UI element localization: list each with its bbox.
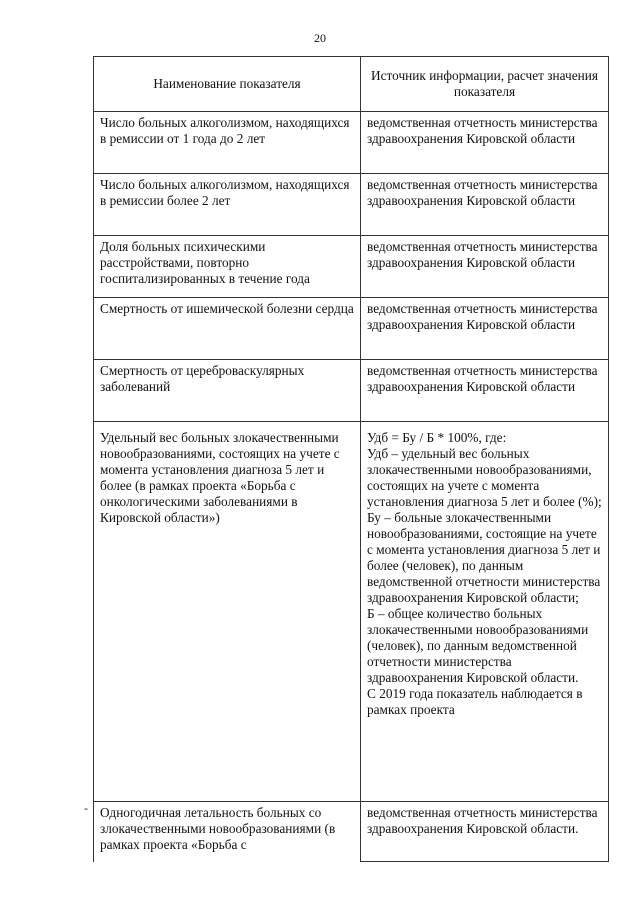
indicator-name-cell: Число больных алкоголизмом, находящихся в ремиссии более 2 лет [94, 174, 361, 236]
info-source-cell: ведомственная отчетность министерства здравоохранения Кировской области [361, 112, 609, 174]
info-source-cell: ведомственная отчетность министерства здравоохранения Кировской области [361, 236, 609, 298]
header-indicator-name: Наименование показателя [94, 57, 361, 112]
info-source-cell: Удб = Бу / Б * 100%, где: Удб – удельный вес больных злокачественными новообразованиями, состоящих на учете с момента установления диагноза 5 лет и более (%); Бу – больные злокачественными новообразованиями, состоящие на учете с момента установления диагноза 5 лет и более (человек), по данным ведомственной отчетности министерства здравоохранения Кировской области; Б – общее количество больных злокачественными новообразованиями (человек), по данным ведомственной отчетности министерства здравоохранения Кировской области. С 2019 года показатель наблюдается в рамках проекта [361, 422, 609, 802]
indicator-name-cell: Одногодичная летальность больных со злокачественными новообразованиями (в рамках проекта «Борьба с [94, 802, 361, 862]
indicator-name-cell: Удельный вес больных злокачественными новообразованиями, состоящих на учете с момента установления диагноза 5 лет и более (в рамках проекта «Борьба с онкологическими заболеваниями в Кировской области») [94, 422, 361, 802]
margin-mark: - [84, 801, 88, 815]
info-source-cell: ведомственная отчетность министерства здравоохранения Кировской области [361, 174, 609, 236]
indicator-name-cell: Доля больных психическими расстройствами, повторно госпитализированных в течение года [94, 236, 361, 298]
table-row [94, 236, 609, 298]
table-row [94, 422, 609, 802]
info-source-cell: ведомственная отчетность министерства здравоохранения Кировской области. [361, 802, 609, 862]
header-info-source: Источник информации, расчет значения показателя [361, 57, 609, 112]
indicators-table [93, 56, 609, 862]
info-source-cell: ведомственная отчетность министерства здравоохранения Кировской области [361, 360, 609, 422]
table-row [94, 112, 609, 174]
info-source-cell: ведомственная отчетность министерства здравоохранения Кировской области [361, 298, 609, 360]
table-row [94, 360, 609, 422]
page-number: 20 [314, 31, 326, 45]
table-row [94, 174, 609, 236]
table-row [94, 802, 609, 862]
indicator-name-cell: Смертность от ишемической болезни сердца [94, 298, 361, 360]
table-row [94, 298, 609, 360]
table-header-row [94, 57, 609, 112]
indicator-name-cell: Смертность от цереброваскулярных заболеваний [94, 360, 361, 422]
indicator-name-cell: Число больных алкоголизмом, находящихся в ремиссии от 1 года до 2 лет [94, 112, 361, 174]
